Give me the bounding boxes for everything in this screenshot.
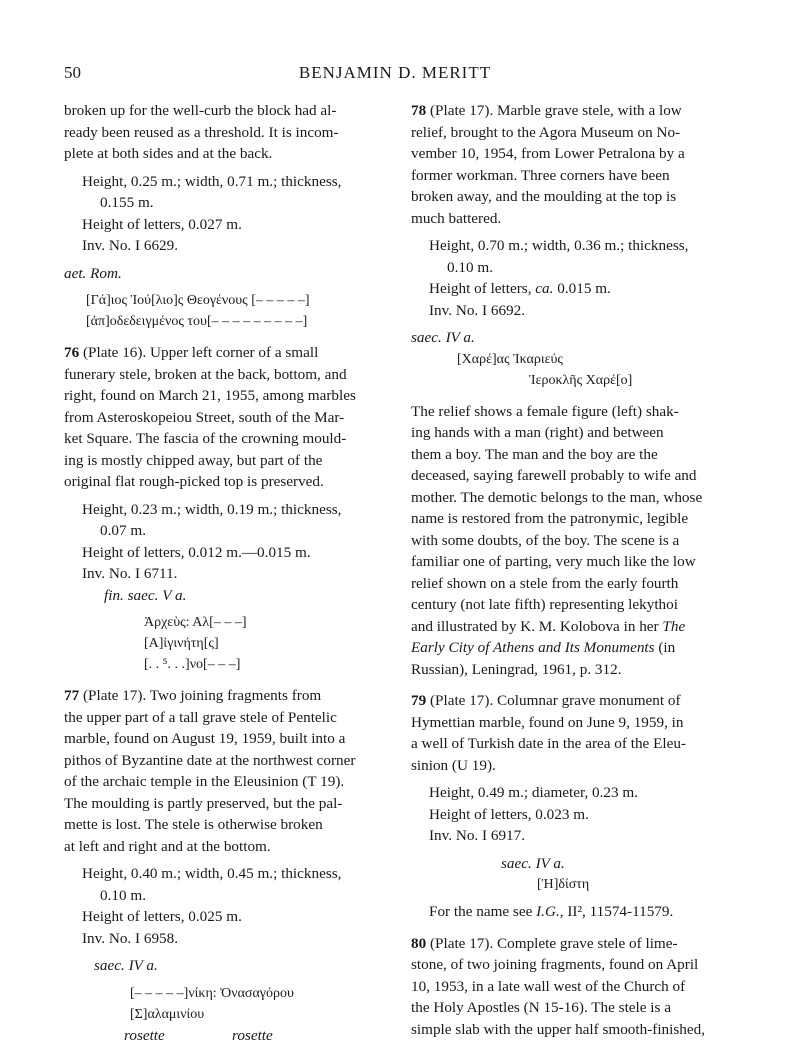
entry-77 bbox=[64, 685, 378, 857]
rosette-left: rosette bbox=[124, 1025, 165, 1046]
date-label: saec. IV a. bbox=[64, 955, 378, 977]
text-line: broken away, and the moulding at the top is bbox=[411, 186, 725, 208]
rosette-row bbox=[64, 1025, 378, 1046]
book-title-start: The bbox=[662, 618, 685, 635]
inscription-line: [Σ]αλαμινίου bbox=[130, 1004, 378, 1025]
inscription-line: Ἀρχεὺς: Αλ[– – –] bbox=[144, 612, 378, 633]
corpus-numbers: 11574-11579. bbox=[590, 903, 674, 920]
entry-78 bbox=[411, 100, 725, 229]
text-line: former workman. Three corners have been bbox=[411, 165, 725, 187]
dimensions: Height, 0.40 m.; width, 0.45 m.; thickness, bbox=[82, 863, 378, 885]
entry-76-measurements bbox=[64, 499, 378, 585]
text-line: deceased, saying farewell probably to wife and bbox=[411, 465, 725, 487]
entry-78-measurements bbox=[411, 235, 725, 321]
text-span: For the name see bbox=[429, 903, 532, 920]
dimensions: Height, 0.49 m.; diameter, 0.23 m. bbox=[429, 782, 725, 804]
text-line: (Plate 17). Columnar grave monument of bbox=[430, 692, 681, 709]
text-line: The moulding is partly preserved, but the pal- bbox=[64, 793, 378, 815]
text-line: from Asteroskopeiou Street, south of the Mar- bbox=[64, 407, 378, 429]
inscription-line: [Χαρέ]ας Ἰκαριεύς bbox=[411, 349, 725, 370]
entry-79-measurements bbox=[411, 782, 725, 847]
text-line: mother. The demotic belongs to the man, whose bbox=[411, 487, 725, 509]
entry-number: 76 bbox=[64, 344, 79, 361]
entry-77-measurements bbox=[64, 863, 378, 949]
inscription-76 bbox=[64, 612, 378, 675]
text-line bbox=[411, 616, 725, 638]
letter-height: Height of letters, 0.023 m. bbox=[429, 804, 725, 826]
letter-height: Height of letters, 0.012 m.—0.015 m. bbox=[82, 542, 378, 564]
inscription-75 bbox=[64, 290, 378, 332]
inventory-number: Inv. No. I 6692. bbox=[429, 300, 725, 322]
text-line: relief shown on a stele from the early fourth bbox=[411, 573, 725, 595]
text-line: with some doubts, of the boy. The scene is a bbox=[411, 530, 725, 552]
text-line: stone, of two joining fragments, found on April bbox=[411, 954, 725, 976]
entry-78-commentary bbox=[411, 401, 725, 681]
text-line: the upper part of a tall grave stele of Pentelic bbox=[64, 707, 378, 729]
inventory-number: Inv. No. I 6917. bbox=[429, 825, 725, 847]
inscription-78 bbox=[411, 349, 725, 391]
dimensions-cont: 0.10 m. bbox=[429, 257, 725, 279]
text-line: Russian), Leningrad, 1961, p. 312. bbox=[411, 659, 725, 681]
inscription-79: [Ἡ]δίστη bbox=[411, 874, 725, 895]
text-line: right, found on March 21, 1955, among marbles bbox=[64, 385, 378, 407]
text-line: relief, brought to the Agora Museum on No- bbox=[411, 122, 725, 144]
circa-abbrev: ca. bbox=[535, 280, 553, 297]
left-column bbox=[64, 100, 378, 1046]
book-title: Early City of Athens and Its Monuments bbox=[411, 639, 655, 656]
letter-height: Height of letters, 0.025 m. bbox=[82, 906, 378, 928]
text-span: (in bbox=[658, 639, 675, 656]
text-line: The relief shows a female figure (left) shak- bbox=[411, 401, 725, 423]
inscription-line: Ἱεροκλῆς Χαρέ[ο] bbox=[411, 370, 725, 391]
letter-height bbox=[429, 278, 725, 300]
inscription-line: [ἀπ]οδεδειγμένος του[– – – – – – – – –] bbox=[86, 311, 378, 332]
page-number: 50 bbox=[64, 63, 81, 83]
date-label: aet. Rom. bbox=[64, 263, 378, 285]
corpus-volume: II², bbox=[567, 903, 585, 920]
text-line: 10, 1953, in a late wall west of the Church of bbox=[411, 976, 725, 998]
inscription-77 bbox=[64, 983, 378, 1025]
entry-79 bbox=[411, 690, 725, 776]
text-line: of the archaic temple in the Eleusinion (T 19). bbox=[64, 771, 378, 793]
text-line: marble, found on August 19, 1959, built into a bbox=[64, 728, 378, 750]
text-line: pithos of Byzantine date at the northwest corner bbox=[64, 750, 378, 772]
dimensions: Height, 0.70 m.; width, 0.36 m.; thickness, bbox=[429, 235, 725, 257]
text-line: (Plate 16). Upper left corner of a small bbox=[83, 344, 318, 361]
dimensions: Height, 0.23 m.; width, 0.19 m.; thickness, bbox=[82, 499, 378, 521]
text-line: vember 10, 1954, from Lower Petralona by a bbox=[411, 143, 725, 165]
text-line: mette is lost. The stele is otherwise broken bbox=[64, 814, 378, 836]
letter-height: Height of letters, 0.027 m. bbox=[82, 214, 378, 236]
inventory-number: Inv. No. I 6711. bbox=[82, 563, 378, 585]
dimensions-cont: 0.155 m. bbox=[82, 192, 378, 214]
date-label: saec. IV a. bbox=[411, 327, 725, 349]
text-line: plete at both sides and at the back. bbox=[64, 143, 378, 165]
entry-number: 79 bbox=[411, 692, 426, 709]
text-line: broken up for the well-curb the block had al- bbox=[64, 100, 378, 122]
entry-75-continuation bbox=[64, 100, 378, 165]
corpus-abbrev: I.G., bbox=[536, 903, 563, 920]
date-label: saec. IV a. bbox=[411, 853, 725, 875]
text-line: ing hands with a man (right) and between bbox=[411, 422, 725, 444]
text-line: name is restored from the patronymic, legible bbox=[411, 508, 725, 530]
rosette-right: rosette bbox=[232, 1025, 273, 1046]
text-span: and illustrated by K. M. Kolobova in her bbox=[411, 618, 659, 635]
text-line: familiar one of parting, very much like the low bbox=[411, 551, 725, 573]
dimensions-cont: 0.10 m. bbox=[82, 885, 378, 907]
text-line: century (not late fifth) representing lekythoi bbox=[411, 594, 725, 616]
date-label: fin. saec. V a. bbox=[64, 585, 378, 607]
text-line: original flat rough-picked top is preserved. bbox=[64, 471, 378, 493]
entry-number: 77 bbox=[64, 687, 79, 704]
text-line bbox=[411, 637, 725, 659]
letter-height-label: Height of letters, bbox=[429, 280, 532, 297]
text-line: at left and right and at the bottom. bbox=[64, 836, 378, 858]
letter-height-value: 0.015 m. bbox=[557, 280, 611, 297]
inscription-line: [– – – – –]νίκη: Ὀνασαγόρου bbox=[130, 983, 378, 1004]
entry-75-measurements bbox=[64, 171, 378, 257]
text-line: ket Square. The fascia of the crowning mould- bbox=[64, 428, 378, 450]
text-line: the Holy Apostles (N 15-16). The stele is a bbox=[411, 997, 725, 1019]
running-head: BENJAMIN D. MERITT bbox=[0, 63, 790, 83]
text-line: them a boy. The man and the boy are the bbox=[411, 444, 725, 466]
text-line: ready been reused as a threshold. It is incom- bbox=[64, 122, 378, 144]
right-column bbox=[411, 100, 725, 1040]
inventory-number: Inv. No. I 6958. bbox=[82, 928, 378, 950]
dimensions-cont: 0.07 m. bbox=[82, 520, 378, 542]
entry-number: 78 bbox=[411, 102, 426, 119]
text-line: funerary stele, broken at the back, bottom, and bbox=[64, 364, 378, 386]
text-line: (Plate 17). Two joining fragments from bbox=[83, 687, 321, 704]
entry-79-reference bbox=[411, 901, 725, 923]
entry-76 bbox=[64, 342, 378, 493]
text-line: much battered. bbox=[411, 208, 725, 230]
inventory-number: Inv. No. I 6629. bbox=[82, 235, 378, 257]
inscription-line: [Α]ἰγινήτη[ς] bbox=[144, 633, 378, 654]
inscription-line: [Γά]ιος Ἰού[λιο]ς Θεογένους [– – – – –] bbox=[86, 290, 378, 311]
text-line: a well of Turkish date in the area of the Eleu- bbox=[411, 733, 725, 755]
text-line: simple slab with the upper half smooth-finished, bbox=[411, 1019, 725, 1041]
text-line: sinion (U 19). bbox=[411, 755, 725, 777]
text-line: ing is mostly chipped away, but part of the bbox=[64, 450, 378, 472]
text-line: Hymettian marble, found on June 9, 1959, in bbox=[411, 712, 725, 734]
text-line: (Plate 17). Marble grave stele, with a low bbox=[430, 102, 682, 119]
text-line: (Plate 17). Complete grave stele of lime- bbox=[430, 935, 678, 952]
entry-number: 80 bbox=[411, 935, 426, 952]
dimensions: Height, 0.25 m.; width, 0.71 m.; thickness, bbox=[82, 171, 378, 193]
inscription-line: [. . ⁵. . .]νο[– – –] bbox=[144, 654, 378, 675]
